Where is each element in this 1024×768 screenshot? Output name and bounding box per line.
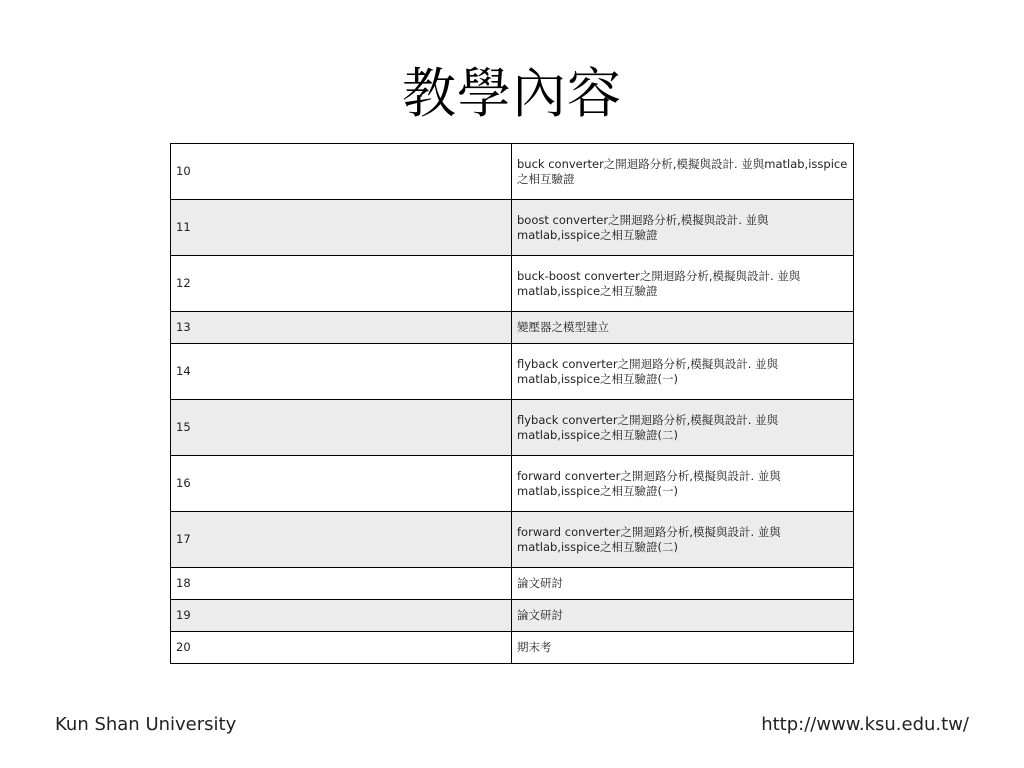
table-row bbox=[171, 456, 854, 512]
content-cell: forward converter之開迴路分析,模擬與設計. 並與matlab,isspice之相互驗證(二) bbox=[512, 512, 854, 568]
week-cell: 16 bbox=[171, 456, 512, 512]
course-schedule-table bbox=[170, 143, 854, 664]
content-cell: 期末考 bbox=[512, 632, 854, 664]
table-row bbox=[171, 400, 854, 456]
table-row bbox=[171, 568, 854, 600]
table-row bbox=[171, 632, 854, 664]
footer-url: http://www.ksu.edu.tw/ bbox=[761, 714, 969, 735]
table-row bbox=[171, 200, 854, 256]
content-cell: buck converter之開迴路分析,模擬與設計. 並與matlab,isspice之相互驗證 bbox=[512, 144, 854, 200]
footer-university-name: Kun Shan University bbox=[55, 714, 237, 735]
week-cell: 15 bbox=[171, 400, 512, 456]
content-cell: 論文研討 bbox=[512, 600, 854, 632]
table-row bbox=[171, 512, 854, 568]
content-cell: flyback converter之開迴路分析,模擬與設計. 並與matlab,isspice之相互驗證(二) bbox=[512, 400, 854, 456]
week-cell: 17 bbox=[171, 512, 512, 568]
week-cell: 11 bbox=[171, 200, 512, 256]
week-cell: 10 bbox=[171, 144, 512, 200]
table-row bbox=[171, 312, 854, 344]
content-cell: buck-boost converter之開迴路分析,模擬與設計. 並與matlab,isspice之相互驗證 bbox=[512, 256, 854, 312]
week-cell: 14 bbox=[171, 344, 512, 400]
table-row bbox=[171, 256, 854, 312]
week-cell: 19 bbox=[171, 600, 512, 632]
week-cell: 20 bbox=[171, 632, 512, 664]
week-cell: 18 bbox=[171, 568, 512, 600]
table-row bbox=[171, 144, 854, 200]
week-cell: 13 bbox=[171, 312, 512, 344]
content-cell: 論文研討 bbox=[512, 568, 854, 600]
week-cell: 12 bbox=[171, 256, 512, 312]
content-cell: forward converter之開迴路分析,模擬與設計. 並與matlab,isspice之相互驗證(一) bbox=[512, 456, 854, 512]
table-row bbox=[171, 344, 854, 400]
table-row bbox=[171, 600, 854, 632]
content-cell: boost converter之開迴路分析,模擬與設計. 並與matlab,isspice之相互驗證 bbox=[512, 200, 854, 256]
content-cell: flyback converter之開迴路分析,模擬與設計. 並與matlab,isspice之相互驗證(一) bbox=[512, 344, 854, 400]
content-cell: 變壓器之模型建立 bbox=[512, 312, 854, 344]
slide-title: 教學內容 bbox=[402, 62, 622, 125]
